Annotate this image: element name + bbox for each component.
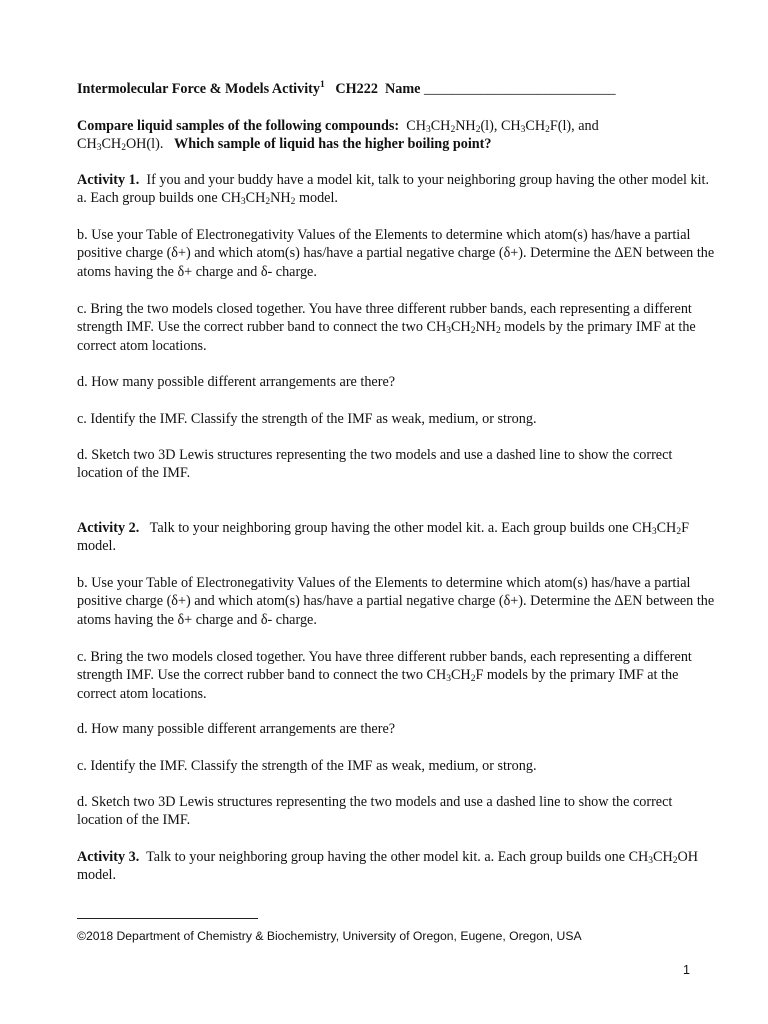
name-blank-line: ___________________________ <box>424 81 616 97</box>
name-label: Name <box>385 81 421 97</box>
activity-1-part-d: d. How many possible different arrangements are there? <box>77 374 396 390</box>
activity-3-label: Activity 3. <box>77 849 140 865</box>
activity-1-label: Activity 1. <box>77 172 140 188</box>
activity-2-label: Activity 2. <box>77 520 140 536</box>
activity-1-part-c: c. Bring the two models closed together. You have three different rubber bands, each representing a different strength IMF. Use the correct rubber band to connect the two $CH_3CH_2NH_2$ models by the primary IMF at the correct atom locations. <box>77 301 696 354</box>
compare-question <box>77 117 717 154</box>
activity-2-part-b: b. Use your Table of Electronegativity Values of the Elements to determine which atom(s) has/have a partial positive charge (δ+) and which atom(s) has/have a partial negative charge (δ+). Determine the ΔEN between the atoms having the δ+ charge and δ- charge. <box>77 575 715 628</box>
worksheet-title <box>77 80 717 98</box>
compound-ethylamine: $CH_3CH_2NH_2(l)$, <box>406 118 501 135</box>
activity-1-part-e: c. Identify the IMF. Classify the strength of the IMF as weak, medium, or strong. <box>77 411 537 427</box>
activity-1-part-f: d. Sketch two 3D Lewis structures representing the two models and use a dashed line to show the correct location of the IMF. <box>77 447 673 482</box>
compound-fluoroethane: $CH_3CH_2F(l)$, and <box>500 118 599 135</box>
activity-1-intro: Activity 1. If you and your buddy have a model kit, talk to your neighboring group having the other model kit. a. Each group builds one $CH_3CH_2NH_2$ model. <box>77 172 710 208</box>
activity-2-part-e: c. Identify the IMF. Classify the strength of the IMF as weak, medium, or strong. <box>77 758 537 774</box>
activity-2-part-f: d. Sketch two 3D Lewis structures representing the two models and use a dashed line to show the correct location of the IMF. <box>77 794 673 829</box>
activity-2-part-d: d. How many possible different arrangements are there? <box>77 721 396 737</box>
footnote-divider <box>77 918 258 919</box>
question-ask: Which sample of liquid has the higher boiling point? <box>174 136 492 153</box>
activity-1-part-b: b. Use your Table of Electronegativity Values of the Elements to determine which atom(s) has/have a partial positive charge (δ+) and which atom(s) has/have a partial negative charge (δ+). Determine the ΔEN between the atoms having the δ+ charge and δ- charge. <box>77 227 715 280</box>
footnote-marker: 1 <box>319 80 325 90</box>
activity-2-part-c: c. Bring the two models closed together. You have three different rubber bands, each representing a different strength IMF. Use the correct rubber band to connect the two $CH_3CH_2F$ models by the primary IMF at the correct atom locations. <box>77 649 692 702</box>
activity-2-intro: Activity 2. Talk to your neighboring group having the other model kit. a. Each group builds one $CH_3CH_2F$ model. <box>77 520 689 555</box>
footnote: ©2018 Department of Chemistry & Biochemistry, University of Oregon, Eugene, Oregon, USA <box>77 929 582 943</box>
compound-ethanol: $CH_3CH_2OH(l)$. <box>77 136 164 154</box>
course-code: CH222 <box>335 81 378 97</box>
question-lead: Compare liquid samples of the following compounds: <box>77 118 400 134</box>
page-number: 1 <box>683 963 690 977</box>
activity-3-intro: Activity 3. Talk to your neighboring group having the other model kit. a. Each group builds one $CH_3CH_2OH$ model. <box>77 849 699 884</box>
title-text: Intermolecular Force & Models Activity <box>77 81 320 97</box>
